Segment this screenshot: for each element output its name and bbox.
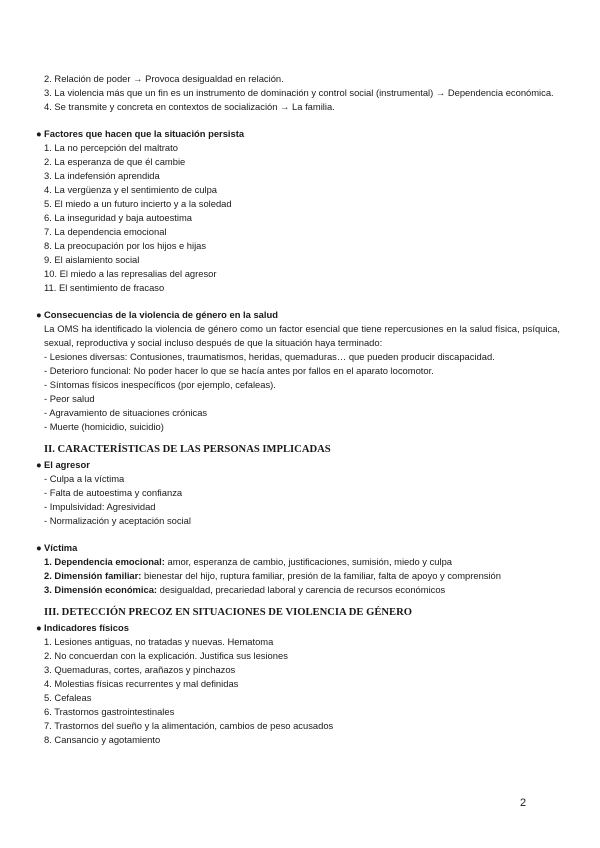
list-item: - Culpa a la víctima <box>44 473 125 484</box>
list-item: - Agravamiento de situaciones crónicas <box>44 407 208 418</box>
item-text: amor, esperanza de cambio, justificaciones, sumisión, miedo y culpa <box>164 556 452 567</box>
intro-item: 2. Relación de poder → Provoca desigualdad en relación. <box>44 73 284 84</box>
list-item: 2. No concuerdan con la explicación. Justifica sus lesiones <box>44 650 288 661</box>
list-item <box>44 583 560 597</box>
bullet-icon: ● <box>36 128 42 139</box>
list-item: 1. Lesiones antiguas, no tratadas y nuevas. Hematoma <box>44 636 274 647</box>
list-item: 4. La vergüenza y el sentimiento de culpa <box>44 184 218 195</box>
list-item: 11. El sentimiento de fracaso <box>44 282 165 293</box>
list-item: 8. La preocupación por los hijos e hijas <box>44 240 207 251</box>
item-text: desigualdad, precariedad laboral y carencia de recursos económicos <box>157 584 446 595</box>
list-item: 2. La esperanza de que él cambie <box>44 156 186 167</box>
list-item: 5. Cefaleas <box>44 692 92 703</box>
intro-item: 4. Se transmite y concreta en contextos de socialización → La familia. <box>44 101 335 112</box>
list-item: - Normalización y aceptación social <box>44 515 191 526</box>
list-item: - Muerte (homicidio, suicidio) <box>44 421 164 432</box>
list-item: 6. La inseguridad y baja autoestima <box>44 212 193 223</box>
factores-heading: ● Factores que hacen que la situación persista <box>36 128 245 139</box>
intro-list <box>44 72 560 114</box>
list-item <box>44 569 560 583</box>
list-item: 3. Quemaduras, cortes, arañazos y pinchazos <box>44 664 236 675</box>
list-item: - Peor salud <box>44 393 95 404</box>
list-item: 3. La indefensión aprendida <box>44 170 160 181</box>
bullet-icon: ● <box>36 542 42 553</box>
victima-heading: ● Víctima <box>36 542 78 553</box>
list-item: 1. La no percepción del maltrato <box>44 142 178 153</box>
list-item: - Deterioro funcional: No poder hacer lo que se hacía antes por fallos en el aparato locomotor. <box>44 365 434 376</box>
factores-section <box>36 127 560 295</box>
item-label: 1. Dependencia emocional: <box>44 556 165 567</box>
list-item: - Lesiones diversas: Contusiones, traumatismos, heridas, quemaduras… que pueden producir discapacidad. <box>44 351 495 362</box>
item-label: 3. Dimensión económica: <box>44 584 158 595</box>
consecuencias-paragraph: La OMS ha identificado la violencia de género como un factor esencial que tiene repercusiones en la salud física, psíquica, sexual, reproductiva y social incluso después de que la situación haya terminado: <box>44 323 560 348</box>
item-text: bienestar del hijo, ruptura familiar, presión de la familiar, falta de apoyo y comprensión <box>141 570 501 581</box>
consecuencias-section <box>36 308 560 434</box>
list-item <box>44 555 560 569</box>
list-item: 7. La dependencia emocional <box>44 226 167 237</box>
list-item: - Impulsividad: Agresividad <box>44 501 156 512</box>
consecuencias-heading: ● Consecuencias de la violencia de género en la salud <box>36 309 278 320</box>
list-item: 7. Trastornos del sueño y la alimentación, cambios de peso acusados <box>44 720 334 731</box>
list-item: - Síntomas físicos inespecíficos (por ejemplo, cefaleas). <box>44 379 276 390</box>
agresor-heading: ● El agresor <box>36 459 90 470</box>
section-3-title: III. DETECCIÓN PRECOZ EN SITUACIONES DE VIOLENCIA DE GÉNERO <box>44 607 413 618</box>
list-item: 8. Cansancio y agotamiento <box>44 734 161 745</box>
intro-item: 3. La violencia más que un fin es un instrumento de dominación y control social (instrumental) → Dependencia económica. <box>44 87 554 98</box>
section-2 <box>36 442 560 597</box>
list-item: 10. El miedo a las represalias del agresor <box>44 268 217 279</box>
bullet-icon: ● <box>36 622 42 633</box>
indicadores-heading: ● Indicadores físicos <box>36 622 129 633</box>
item-label: 2. Dimensión familiar: <box>44 570 142 581</box>
bullet-icon: ● <box>36 309 42 320</box>
list-item: - Falta de autoestima y confianza <box>44 487 183 498</box>
list-item: 6. Trastornos gastrointestinales <box>44 706 175 717</box>
list-item: 9. El aislamiento social <box>44 254 140 265</box>
list-item: 4. Molestias físicas recurrentes y mal definidas <box>44 678 239 689</box>
section-2-title: II. CARACTERÍSTICAS DE LAS PERSONAS IMPLICADAS <box>44 444 331 455</box>
section-3 <box>36 605 560 747</box>
bullet-icon: ● <box>36 459 42 470</box>
document-page <box>36 72 560 747</box>
list-item: 5. El miedo a un futuro incierto y a la soledad <box>44 198 232 209</box>
page-number: 2 <box>520 797 527 809</box>
